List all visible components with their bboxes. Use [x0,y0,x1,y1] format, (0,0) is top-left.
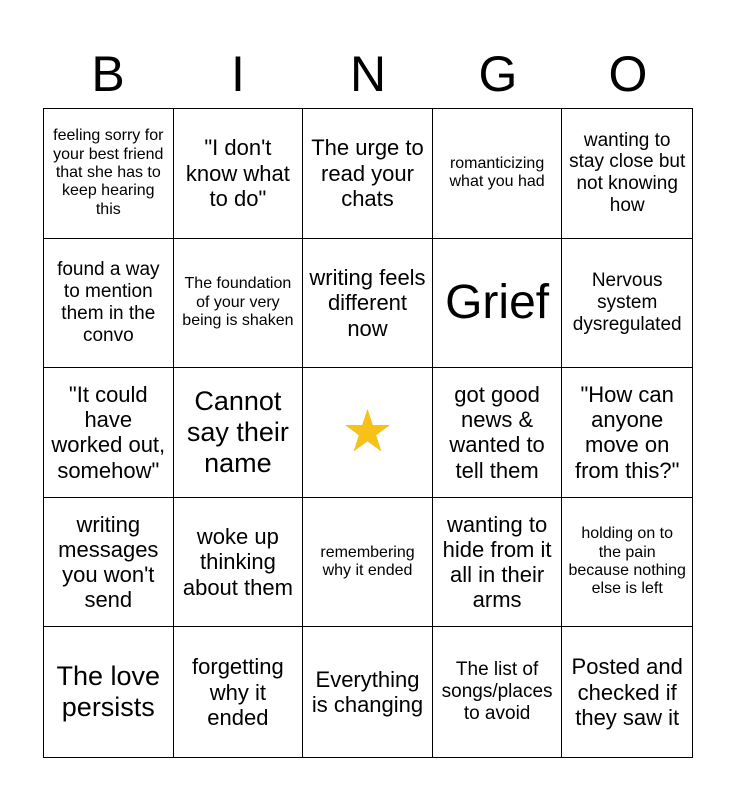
bingo-cell[interactable] [44,627,174,757]
bingo-cell[interactable] [174,627,304,757]
bingo-board [43,108,693,758]
header-letter-b: B [91,46,125,102]
bingo-cell[interactable] [562,109,692,239]
bingo-cell[interactable] [44,368,174,498]
bingo-cell[interactable] [433,239,563,369]
cell-text: Grief [445,275,550,329]
cell-text: romanticizing what you had [449,154,545,191]
bingo-cell[interactable] [433,109,563,239]
cell-text: writing messages you won't send [58,511,159,613]
bingo-cell[interactable] [303,627,433,757]
bingo-cell[interactable] [433,368,563,498]
cell-text: The love persists [56,661,161,723]
cell-text: The list of songs/places to avoid [441,659,553,725]
bingo-cell[interactable] [433,627,563,757]
header-letter-i: I [231,46,245,102]
cell-text: Cannot say their name [186,385,289,479]
cell-text: The urge to read your chats [311,135,424,211]
cell-text: Posted and checked if they saw it [571,654,683,730]
cell-text: woke up thinking about them [182,524,293,600]
bingo-cell[interactable] [562,239,692,369]
bingo-cell[interactable] [303,498,433,628]
cell-text: feeling sorry for your best friend that she has to keep hearing this [53,127,164,218]
cell-text: writing feels different now [309,264,426,341]
cell-text: "It could have worked out, somehow" [51,381,166,483]
bingo-cell[interactable] [44,239,174,369]
bingo-cell[interactable] [174,109,304,239]
header-letter-o: O [608,46,648,102]
cell-text: Everything is changing [311,666,424,718]
free-space-cell[interactable] [303,368,433,498]
bingo-cell[interactable] [562,627,692,757]
cell-text: holding on to the pain because nothing else is left [568,525,686,598]
bingo-cell[interactable] [303,109,433,239]
bingo-cell[interactable] [174,239,304,369]
cell-text: wanting to hide from it all in their arms [442,511,552,613]
header-letter-n: N [349,46,387,102]
cell-text: found a way to mention them in the convo [57,259,160,346]
bingo-cell[interactable] [44,109,174,239]
cell-text: "I don't know what to do" [185,135,290,211]
cell-text: "How can anyone move on from this?" [574,381,680,483]
bingo-cell[interactable] [562,498,692,628]
star-icon: ★ [341,399,394,465]
bingo-cell[interactable] [44,498,174,628]
bingo-cell[interactable] [174,498,304,628]
bingo-cell[interactable] [433,498,563,628]
cell-text: got good news & wanted to tell them [449,381,545,483]
cell-text: remembering why it ended [320,543,415,580]
cell-text: Nervous system dysregulated [572,270,682,335]
cell-text: wanting to stay close but not knowing how [569,129,686,217]
bingo-header [43,40,693,108]
header-letter-g: G [478,46,518,102]
bingo-cell[interactable] [562,368,692,498]
bingo-cell[interactable] [303,239,433,369]
bingo-cell[interactable] [174,368,304,498]
cell-text: forgetting why it ended [192,654,284,730]
cell-text: The foundation of your very being is shaken [182,275,294,330]
